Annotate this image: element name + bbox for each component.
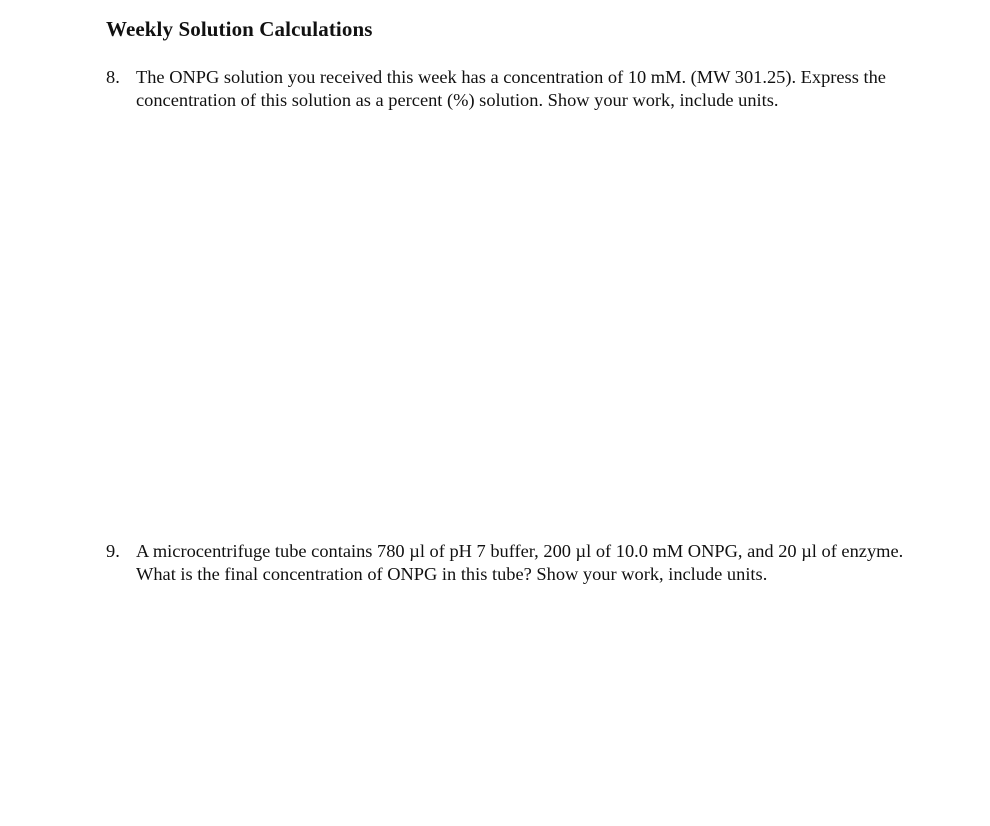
question-8-text: The ONPG solution you received this week has a concentration of 10 mM. (MW 301.25). Express the concentration of this solution as a percent (%) solution. Show your work, include units.: [136, 67, 886, 110]
question-8: [106, 66, 906, 111]
question-8-number: 8.: [106, 67, 120, 87]
question-9: [106, 540, 906, 585]
page-title: Weekly Solution Calculations: [106, 17, 373, 41]
question-9-text: A microcentrifuge tube contains 780 µl of pH 7 buffer, 200 µl of 10.0 mM ONPG, and 20 µl of enzyme. What is the final concentration of ONPG in this tube? Show your work, include units.: [136, 541, 904, 584]
question-9-number: 9.: [106, 541, 120, 561]
